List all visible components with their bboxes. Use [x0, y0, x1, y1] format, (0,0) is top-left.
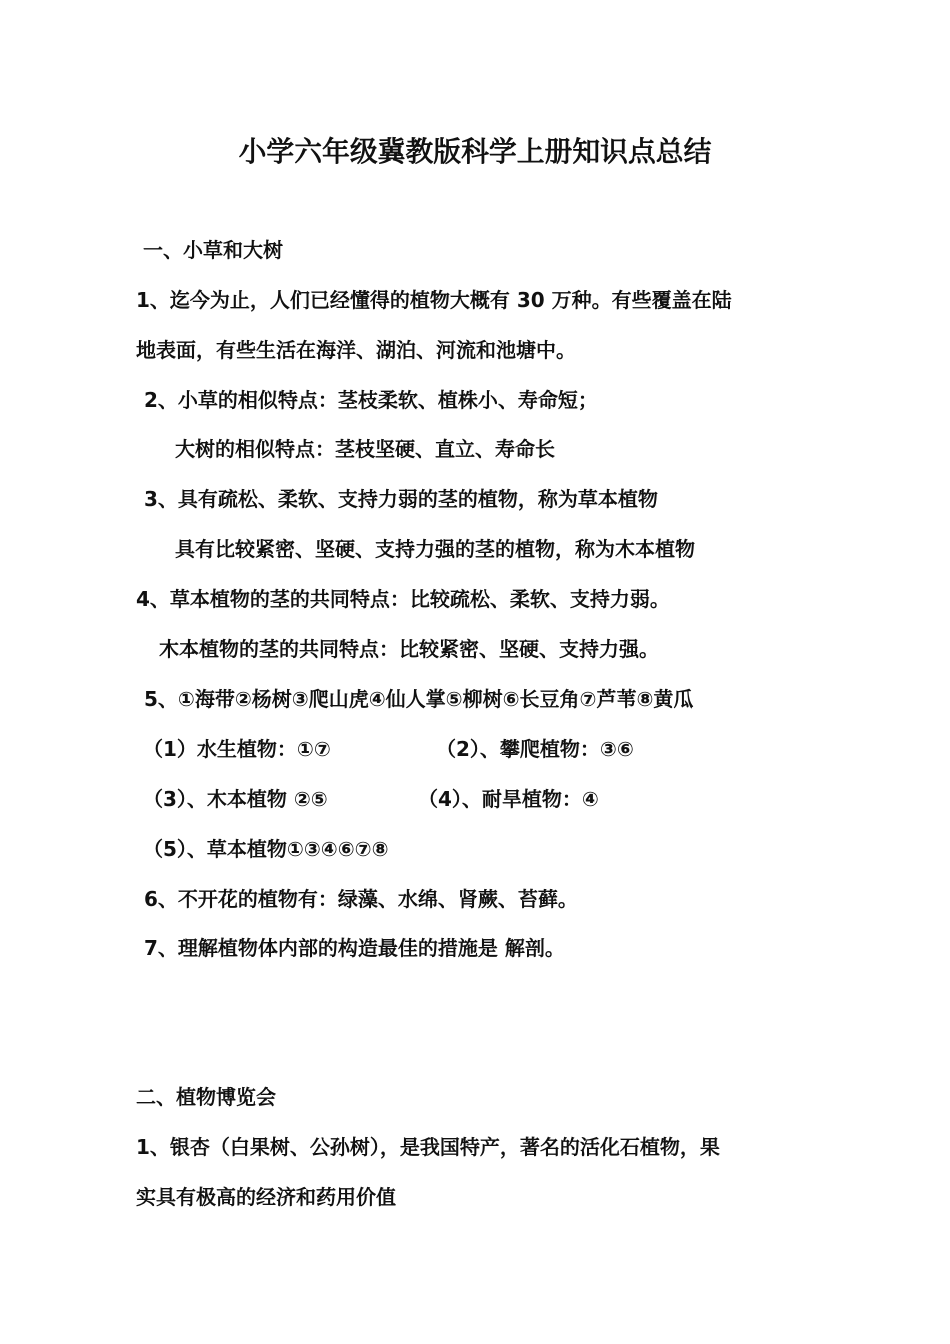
paragraph-line: 大树的相似特点：茎枝坚硬、直立、寿命长: [175, 437, 555, 461]
paragraph-line: （5）、草本植物①③④⑥⑦⑧: [143, 837, 389, 861]
paragraph-line: 2、小草的相似特点：茎枝柔软、植株小、寿命短；: [144, 388, 598, 412]
paragraph-line: 3、具有疏松、柔软、支持力弱的茎的植物，称为草本植物: [144, 487, 658, 511]
paragraph-line: 实具有极高的经济和药用价值: [136, 1185, 396, 1209]
paragraph-line: （4）、耐旱植物：④: [418, 787, 599, 811]
paragraph-line: 1、迄今为止，人们已经懂得的植物大概有 30 万种。有些覆盖在陆: [136, 288, 732, 312]
paragraph-line: 5、①海带②杨树③爬山虎④仙人掌⑤柳树⑥长豆角⑦芦苇⑧黄瓜: [144, 687, 694, 711]
paragraph-line: 1、银杏（白果树、公孙树），是我国特产，著名的活化石植物，果: [136, 1135, 720, 1159]
paragraph-line: 6、不开花的植物有：绿藻、水绵、肾蕨、苔藓。: [144, 887, 578, 911]
paragraph-line: （1）水生植物：①⑦: [143, 737, 331, 761]
paragraph-line: （2）、攀爬植物：③⑥: [436, 737, 634, 761]
section-1-heading: 一、小草和大树: [143, 238, 283, 262]
paragraph-line: （3）、木本植物 ②⑤: [143, 787, 328, 811]
document-title: 小学六年级冀教版科学上册知识点总结: [238, 135, 712, 168]
paragraph-line: 木本植物的茎的共同特点：比较紧密、坚硬、支持力强。: [159, 637, 659, 661]
paragraph-line: 4、草本植物的茎的共同特点：比较疏松、柔软、支持力弱。: [136, 587, 670, 611]
paragraph-line: 具有比较紧密、坚硬、支持力强的茎的植物，称为木本植物: [175, 537, 695, 561]
paragraph-line: 地表面，有些生活在海洋、湖泊、河流和池塘中。: [136, 338, 576, 362]
paragraph-line: 7、理解植物体内部的构造最佳的措施是 解剖。: [144, 936, 565, 960]
section-2-heading: 二、植物博览会: [136, 1085, 276, 1109]
